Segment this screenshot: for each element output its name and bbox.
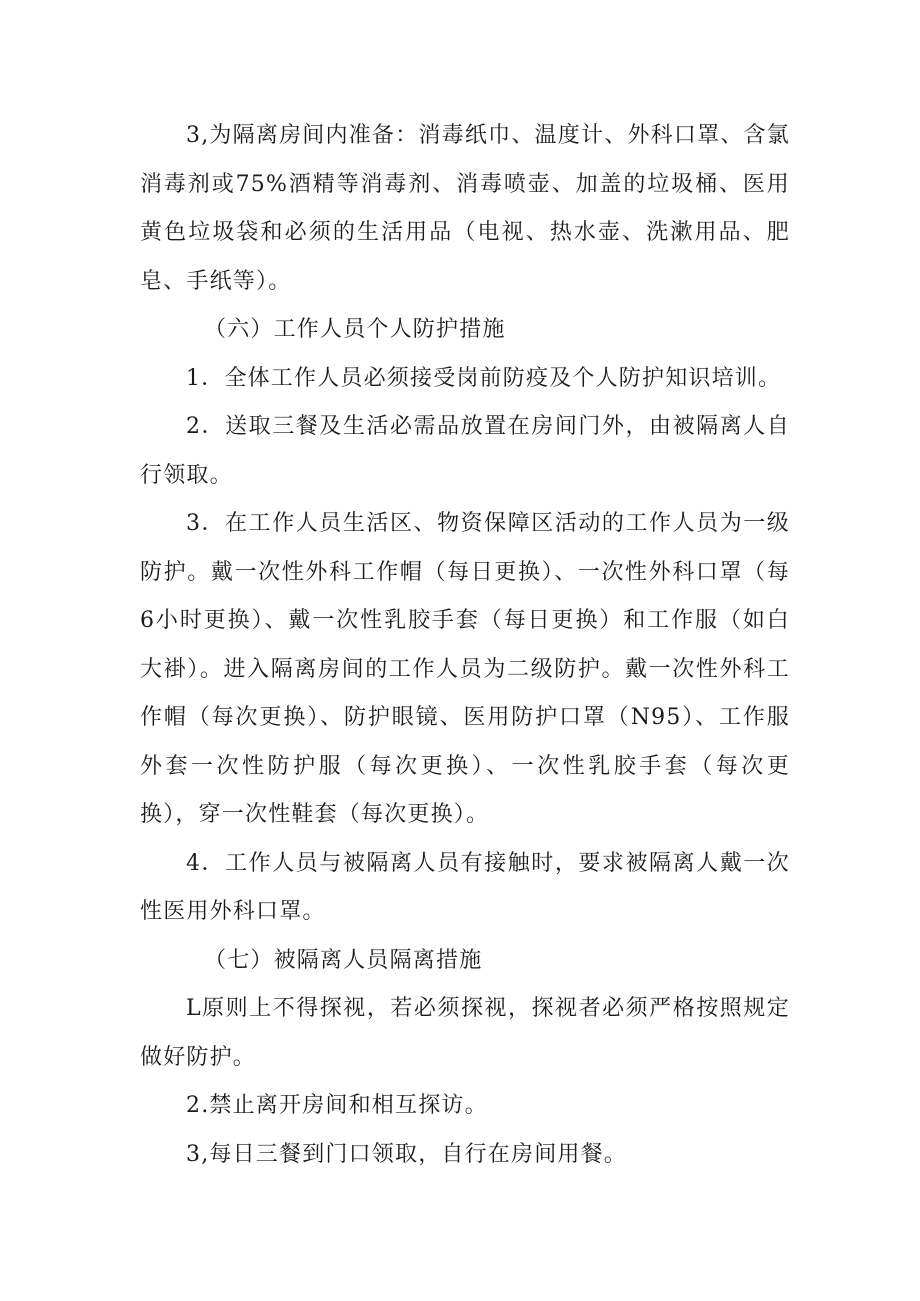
paragraph-protection-levels: 3．在工作人员生活区、物资保障区活动的工作人员为一级防护。戴一次性外科工作帽（每日更换）、一次性外科口罩（每6小时更换）、戴一次性乳胶手套（每日更换）和工作服（如白大褂）。进入隔离房间的工作人员为二级防护。戴一次性外科工作帽（每次更换）、防护眼镜、医用防护口罩（N95）、工作服外套一次性防护服（每次更换）、一次性乳胶手套（每次更换），穿一次性鞋套（每次更换）。 <box>140 511 790 827</box>
paragraph-no-visits: L原则上不得探视，若必须探视，探视者必须严格按照规定做好防护。 <box>140 996 790 1070</box>
paragraph-contact-mask: 4．工作人员与被隔离人员有接触时，要求被隔离人戴一次性医用外科口罩。 <box>140 850 790 924</box>
paragraph-meal-delivery: 2．送取三餐及生活必需品放置在房间门外，由被隔离人自行领取。 <box>140 414 790 488</box>
section-heading-isolation-measures: （七）被隔离人员隔离措施 <box>204 947 483 973</box>
paragraph-stay-in-room: 2.禁止离开房间和相互探访。 <box>186 1093 488 1118</box>
section-heading-staff-protection: （六）工作人员个人防护措施 <box>204 317 506 342</box>
paragraph-meals-at-door: 3,每日三餐到门口领取，自行在房间用餐。 <box>186 1141 627 1167</box>
paragraph-staff-training: 1．全体工作人员必须接受岗前防疫及个人防护知识培训。 <box>186 365 782 391</box>
paragraph-supplies: 3,为隔离房间内准备：消毒纸巾、温度计、外科口罩、含氯消毒剂或75%酒精等消毒剂、消毒喷壶、加盖的垃圾桶、医用黄色垃圾袋和必须的生活用品（电视、热水壶、洗漱用品、肥皂、手纸等）。 <box>140 123 790 294</box>
